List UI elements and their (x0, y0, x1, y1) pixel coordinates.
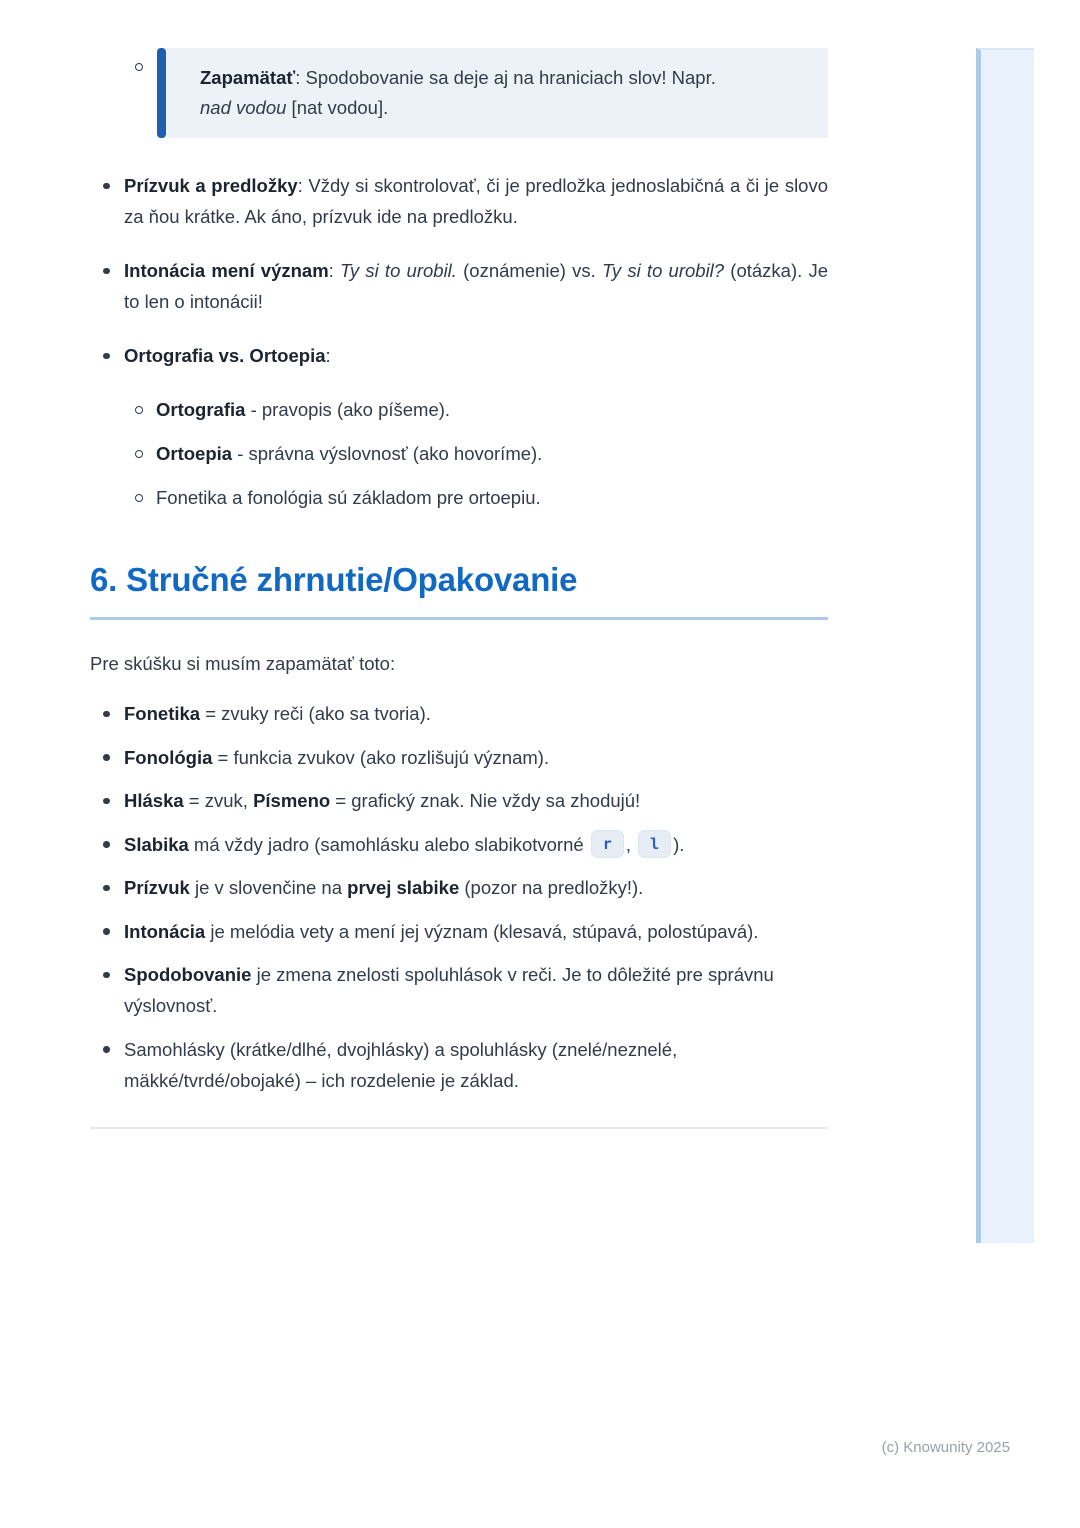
text-segment: Spodobovanie (124, 964, 252, 985)
list-item-text (124, 340, 828, 371)
disc-bullet-icon (103, 742, 124, 773)
list-item-text (124, 698, 828, 729)
list-item-text (124, 170, 828, 232)
text-segment: : Vždy si skontrolovať, či je predložka jednoslabičná a či je slovo za ňou krátke. Ak áno, prízvuk ide na predložku. (124, 175, 829, 227)
disc-bullet-icon (103, 916, 124, 947)
text-segment: Ortografia vs. Ortoepia (124, 345, 326, 366)
list-item (103, 829, 828, 860)
circle-bullet-icon (135, 438, 156, 469)
inline-code-badge: r (591, 830, 624, 858)
text-segment: Ortoepia (156, 443, 233, 464)
text-segment: Ty si to urobil. (340, 260, 457, 281)
disc-bullet-icon (103, 829, 124, 860)
list-item-text (124, 959, 828, 1021)
text-segment: nad vodou (200, 97, 287, 118)
text-segment: Fonetika (124, 703, 201, 724)
list-item (103, 1034, 828, 1096)
circle-bullet-icon (135, 394, 156, 425)
text-segment: Intonácia (124, 920, 206, 942)
list-item (103, 340, 828, 371)
text-segment: (oznámenie) vs. (456, 260, 602, 281)
list-item-text (124, 1034, 828, 1096)
list-item (103, 872, 828, 903)
list-item-text (124, 872, 828, 903)
section-heading: 6. Stručné zhrnutie/Opakovanie (90, 560, 828, 620)
list-item-text (124, 255, 828, 317)
bottom-divider (90, 1127, 828, 1129)
text-segment: Prízvuk a predložky (124, 175, 298, 196)
text-segment: = funkcia zvukov (ako rozlišujú význam). (212, 746, 550, 768)
disc-bullet-icon (103, 255, 124, 317)
text-segment: = grafický znak. Nie vždy sa zhodujú! (330, 790, 641, 811)
list-item-text (124, 829, 828, 860)
list-item (135, 482, 828, 513)
text-segment: [nat vodou]. (286, 97, 389, 118)
page-margin-panel (976, 48, 1034, 1243)
circle-bullet-icon (135, 482, 156, 513)
text-segment: : Spodobovanie sa deje aj na hraniciach slov! Napr. (295, 67, 716, 88)
list-item (103, 959, 828, 1021)
text-segment: je zmena znelosti spoluhlások v reči. Je to dôležité pre správnu výslovnosť. (124, 964, 774, 1016)
list-item (135, 438, 828, 469)
callout-line (200, 63, 716, 93)
text-segment: Samohlásky (krátke/dlhé, dvojhlásky) a spoluhlásky (znelé/neznelé, mäkké/tvrdé/obojaké) – ich rozdelenie je základ. (124, 1038, 678, 1091)
disc-bullet-icon (103, 872, 124, 903)
list-item-text (124, 785, 828, 816)
text-segment: = zvuky reči (ako sa tvoria). (200, 703, 431, 724)
text-segment: Intonácia mení význam (124, 260, 329, 281)
text-segment: Fonológia (124, 746, 213, 768)
text-segment: prvej slabike (347, 877, 460, 898)
callout-line (200, 93, 716, 123)
callout-accent-bar (157, 48, 166, 138)
list-item-text (124, 742, 828, 773)
list-item (103, 785, 828, 816)
text-segment: má vždy jadro (samohlásku alebo slabikotvorné (188, 833, 589, 855)
disc-bullet-icon (103, 698, 124, 729)
list-item-text (156, 482, 828, 513)
disc-bullet-icon (103, 785, 124, 816)
circle-bullet-icon (135, 48, 157, 138)
disc-bullet-icon (103, 170, 124, 232)
notes-list (90, 170, 828, 394)
page-content (90, 48, 828, 1129)
list-item (135, 394, 828, 425)
text-segment: - správna výslovnosť (ako hovoríme). (232, 443, 543, 464)
text-segment: : (328, 260, 340, 281)
list-item (103, 255, 828, 317)
list-item (103, 916, 828, 947)
summary-list (90, 698, 828, 1108)
text-segment: Prízvuk (124, 877, 190, 898)
list-item-text (124, 916, 828, 947)
text-segment: Zapamätať (200, 67, 296, 88)
list-item (103, 698, 828, 729)
callout-note (157, 48, 828, 138)
inline-code-badge: l (638, 830, 671, 858)
list-item (103, 742, 828, 773)
footer-copyright: (c) Knowunity 2025 (881, 1439, 1010, 1456)
callout-list-item (90, 48, 828, 138)
text-segment: , (625, 833, 637, 855)
list-item-text (156, 438, 828, 469)
text-segment: Slabika (124, 833, 189, 855)
text-segment: Ortografia (156, 399, 246, 420)
callout-text (166, 48, 736, 138)
text-segment: Hláska (124, 790, 184, 811)
orthography-sublist (90, 394, 828, 526)
text-segment: ). (673, 833, 685, 855)
text-segment: (pozor na predložky!). (459, 877, 644, 898)
text-segment: = zvuk, (183, 790, 254, 811)
intro-paragraph: Pre skúšku si musím zapamätať toto: (90, 653, 396, 674)
text-segment: (otázka). Je to len o intonácii! (124, 260, 828, 312)
disc-bullet-icon (103, 340, 124, 371)
disc-bullet-icon (103, 1034, 124, 1096)
disc-bullet-icon (103, 959, 124, 1021)
text-segment: Fonetika a fonológia sú základom pre ortoepiu. (156, 487, 541, 508)
text-segment: je v slovenčine na (189, 877, 348, 898)
text-segment: - pravopis (ako píšeme). (245, 399, 451, 420)
text-segment: : (325, 345, 331, 366)
list-item (103, 170, 828, 232)
list-item-text (156, 394, 828, 425)
text-segment: Písmeno (253, 790, 331, 811)
text-segment: Ty si to urobil? (602, 260, 725, 281)
text-segment: je melódia vety a mení jej význam (klesavá, stúpavá, polostúpavá). (205, 920, 759, 942)
